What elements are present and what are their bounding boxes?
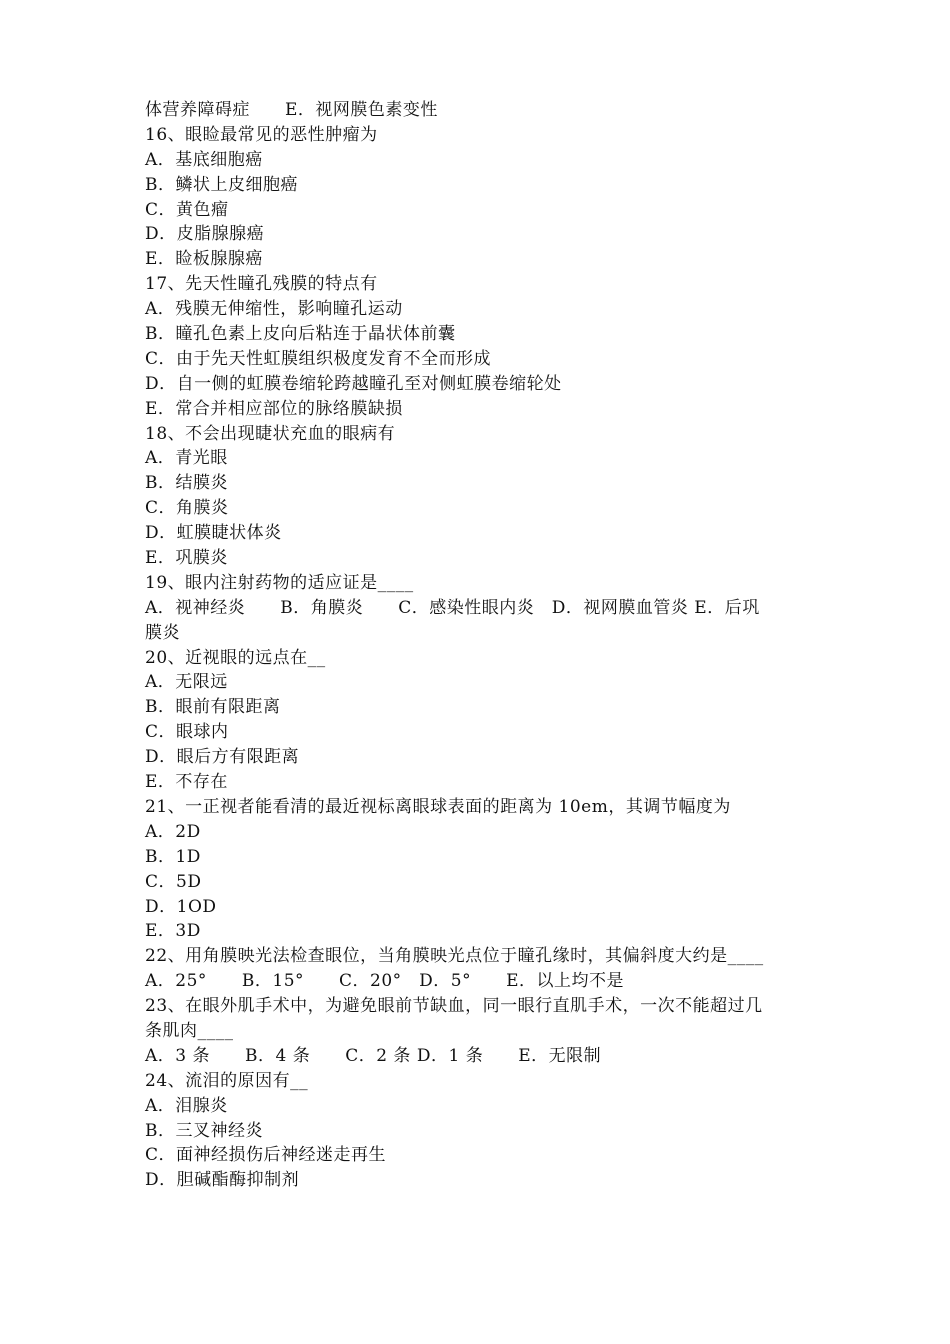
question-17: 17、先天性瞳孔残膜的特点有 bbox=[145, 274, 378, 295]
option-line: A．2D bbox=[145, 821, 201, 842]
question-21: 21、一正视者能看清的最近视标离眼球表面的距离为 10em，其调节幅度为 bbox=[145, 796, 731, 817]
option-line: C．由于先天性虹膜组织极度发育不全而形成 bbox=[145, 348, 492, 369]
option-line: B．三叉神经炎 bbox=[145, 1120, 263, 1141]
document-body bbox=[145, 98, 825, 1193]
option-line: B．眼前有限距离 bbox=[145, 697, 281, 718]
option-line: A．泪腺炎 bbox=[145, 1095, 228, 1116]
question-23: 23、在眼外肌手术中，为避免眼前节缺血，同一眼行直肌手术，一次不能超过几 bbox=[145, 996, 763, 1017]
option-line: C．5D bbox=[145, 871, 202, 892]
option-line: B．1D bbox=[145, 846, 201, 867]
text-line: 体营养障碍症 E．视网膜色素变性 bbox=[145, 100, 438, 120]
question-18: 18、不会出现睫状充血的眼病有 bbox=[145, 423, 396, 444]
option-line: E．3D bbox=[145, 921, 201, 942]
option-line: A．3 条 B．4 条 C．2 条 D．1 条 E．无限制 bbox=[145, 1045, 602, 1066]
option-line: D．皮脂腺腺癌 bbox=[145, 224, 265, 245]
option-line: D．眼后方有限距离 bbox=[145, 747, 300, 768]
option-line: D．自一侧的虹膜卷缩轮跨越瞳孔至对侧虹膜卷缩轮处 bbox=[145, 373, 562, 394]
question-24: 24、流泪的原因有__ bbox=[145, 1070, 309, 1091]
option-line: E．睑板腺腺癌 bbox=[145, 249, 263, 270]
option-line: C．黄色瘤 bbox=[145, 199, 229, 220]
question-16: 16、眼睑最常见的恶性肿瘤为 bbox=[145, 124, 378, 145]
option-line: D．胆碱酯酶抑制剂 bbox=[145, 1170, 300, 1191]
question-23-continued: 条肌肉____ bbox=[145, 1020, 234, 1041]
option-line: A．残膜无伸缩性，影响瞳孔运动 bbox=[145, 299, 403, 320]
question-20: 20、近视眼的远点在__ bbox=[145, 647, 326, 668]
option-line: C．面神经损伤后神经迷走再生 bbox=[145, 1145, 387, 1166]
option-line: B．结膜炎 bbox=[145, 473, 228, 494]
option-line: C．角膜炎 bbox=[145, 498, 229, 519]
option-line: D．1OD bbox=[145, 896, 217, 917]
option-line: A．青光眼 bbox=[145, 448, 228, 469]
option-line: A．基底细胞癌 bbox=[145, 149, 263, 170]
question-19: 19、眼内注射药物的适应证是____ bbox=[145, 572, 414, 593]
option-line: 膜炎 bbox=[145, 622, 180, 643]
option-line: B．鳞状上皮细胞癌 bbox=[145, 174, 298, 195]
option-line: A．无限远 bbox=[145, 672, 228, 693]
option-line: A．25° B．15° C．20° D．5° E．以上均不是 bbox=[145, 971, 625, 992]
option-line: C．眼球内 bbox=[145, 722, 229, 743]
option-line: E．常合并相应部位的脉络膜缺损 bbox=[145, 398, 403, 419]
option-line: D．虹膜睫状体炎 bbox=[145, 523, 282, 544]
option-line: A．视神经炎 B．角膜炎 C．感染性眼内炎 D．视网膜血管炎 E．后巩 bbox=[145, 597, 760, 618]
option-line: E．不存在 bbox=[145, 772, 228, 793]
option-line: E．巩膜炎 bbox=[145, 548, 228, 569]
option-line: B．瞳孔色素上皮向后粘连于晶状体前囊 bbox=[145, 324, 456, 345]
question-22: 22、用角膜映光法检查眼位，当角膜映光点位于瞳孔缘时，其偏斜度大约是____ bbox=[145, 946, 764, 967]
